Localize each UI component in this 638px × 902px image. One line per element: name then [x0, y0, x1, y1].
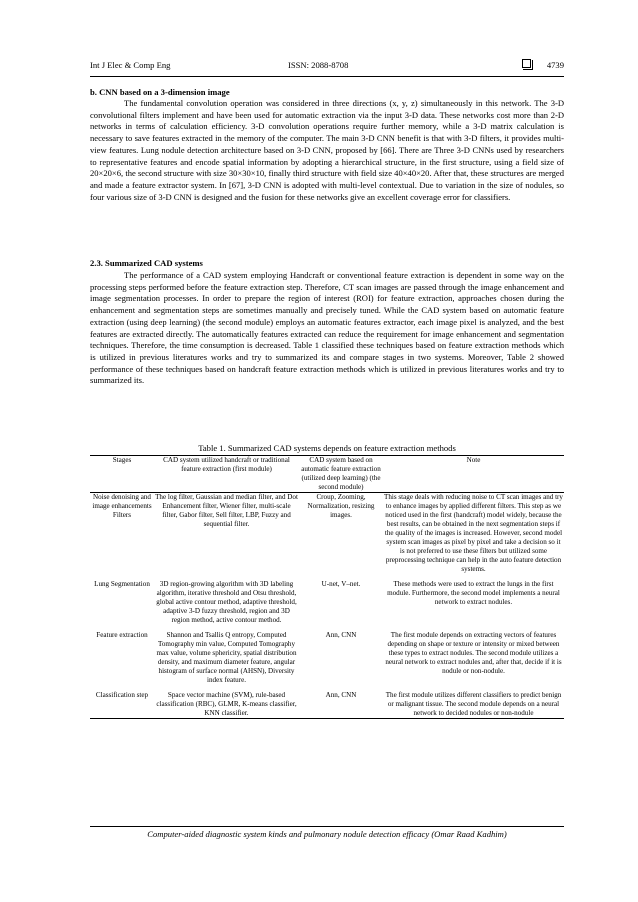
section-2-3-text: The performance of a CAD system employing Handcraft or conventional feature extraction is dependent in some way on the processing steps performed before the feature extraction step. Therefore, CT scan images are passed through the image enhancement and image segmentation processes. In order to prepare the region of interest (ROI) for feature extraction, approaches chosen during the enhancement and segmentation steps are sometimes manually and precisely tuned. While the CAD system based on automatic feature extraction (using deep learning) (the second module) employs an automatic features extractor, each image pixel is analyzed, and the best features are extracted directly. The automatically features extracted can reduce the requirement for image enhancement and segmentation techniques. Therefore, the time consumption is decreased. Table 1 classified these techniques based on feature extraction methods which is utilized in previous literatures works and try to summarized its and compare stages in two systems. Moreover, Table 2 showed performance of these techniques based on handcraft feature extraction methods which is utilized in previous literatures works and try to summarized its. [90, 270, 564, 386]
cell-note: This stage deals with reducing noise to CT scan images and try to enhance images by applied different filters. This step as we noticed used in the first (handcraft) model widely, because the best results, can be obtained in the next segmentation steps if the quality of the images is increased. However, second model system scan images as pixel by pixel and take a decision so it is not preferred to use these filters but utilized some preprocessing technique can help in the auto feature detection systems. [384, 493, 563, 573]
table-row [90, 631, 564, 691]
cell-note: These methods were used to extract the lungs in the first module. Furthermore, the second model implements a neural network to extract nodules. [387, 580, 560, 606]
cell-second-module: Ann, CNN [325, 691, 357, 699]
table-row [90, 580, 564, 631]
page-box-icon [522, 59, 531, 68]
table-row [90, 691, 564, 719]
cell-stage: Classification step [95, 691, 149, 699]
cell-second-module: Croup, Zooming, Normalization, resizing images. [307, 493, 375, 519]
issn-label: ISSN: 2088-8708 [288, 60, 349, 70]
page-footer: Computer-aided diagnostic system kinds and pulmonary nodule detection efficacy (Omar Raad Kadhim) [147, 829, 507, 839]
table-row [90, 493, 564, 581]
cell-note: The first module utilizes different classifiers to predict benign or malignant tissue. The second module depends on a neural network to decided nodules or non-nodule [385, 691, 562, 717]
cell-first-module: Shannon and Tsallis Q entropy, Computed Tomography min value, Computed Tomography max value, volume sphericity, spatial distribution density, and maximum diameter feature, angular histogram of surface normal (AHSN), Diversity index feature. [156, 631, 297, 684]
cell-first-module: Space vector machine (SVM), rule-based classification (RBC), GLMR, K-means classifier, KNN classifier. [156, 691, 297, 717]
header-stages: Stages [112, 456, 132, 464]
header-divider [90, 76, 564, 77]
journal-name: Int J Elec & Comp Eng [90, 60, 171, 70]
cell-first-module: The log filter, Gaussian and median filter, and Dot Enhancement filter, Wiener filter, multi-scale filter, Gabor filter, Sell filter, LBP, Fuzzy and sequential filter. [155, 493, 298, 528]
cell-stage: Lung Segmentation [94, 580, 150, 588]
header-note: Note [466, 456, 481, 464]
section-b-heading: b. CNN based on a 3-dimension image [90, 87, 230, 97]
table-1-caption: Table 1. Summarized CAD systems depends on feature extraction methods [198, 443, 456, 453]
cell-stage: Noise denoising and image enhancements Filters [92, 493, 152, 519]
table-header-row [90, 456, 564, 493]
cell-stage: Feature extraction [96, 631, 148, 639]
section-2-3-heading: 2.3. Summarized CAD systems [90, 258, 203, 268]
cell-note: The first module depends on extracting vectors of features depending on shape or texture or intensity or mixed between these types to extract nodules. The second module utilizes a neural network to extract nodules and, after that, decide if it is nodule or non-nodule. [385, 631, 562, 675]
header-first-module: CAD system utilized handcraft or traditional feature extraction (first module) [163, 456, 290, 473]
section-2-3-paragraph [90, 270, 564, 387]
page-header [90, 58, 564, 76]
footer-divider [90, 826, 564, 827]
cell-first-module: 3D region-growing algorithm with 3D labeling algorithm, iterative threshold and Otsu threshold, global active contour method, adaptive threshold, adaptive 3-D fuzzy threshold, region and 3D region method, active contour method. [156, 580, 297, 624]
header-second-module: CAD system based on automatic feature extraction (utilized deep learning) (the second module) [301, 456, 381, 491]
section-b-paragraph [90, 98, 564, 203]
cell-second-module: U-net, V–net. [321, 580, 361, 588]
table-1 [90, 455, 564, 719]
page-number: 4739 [546, 60, 564, 70]
section-b-text: The fundamental convolution operation was considered in three directions (x, y, z) simultaneously in this network. The 3-D convolutional filters implement and have been used for automatic extraction via the input 3-D data. These networks cost more than 2-D networks in terms of calculation efficiency. 3-D convolution operations require further memory, while a 3-D matrix calculation is necessary to save features extracted in the memory of the computer. The main 3-D CNN benefit is that with 3-D filters, it provides multi-view features. Lung nodule detection architecture based on 3-D CNN, proposed by [66]. There are Three 3-D CNNs used by researchers to representative features and encode spatial information by adopting a hierarchical structure, in the first structure, using a field size of 20×20×6, the second structure with size 30×30×10, finally third structure with field size 40×40×20. After that, these structures are merged and made a feature extractor system. In [67], 3-D CNN is adopted with multi-level contextual. Due to variation in the size of nodules, so four various size of 3-D CNN is designed and the fusion for these networks give an excellent coverage error for classifiers. [90, 98, 564, 202]
cell-second-module: Ann, CNN [325, 631, 357, 639]
